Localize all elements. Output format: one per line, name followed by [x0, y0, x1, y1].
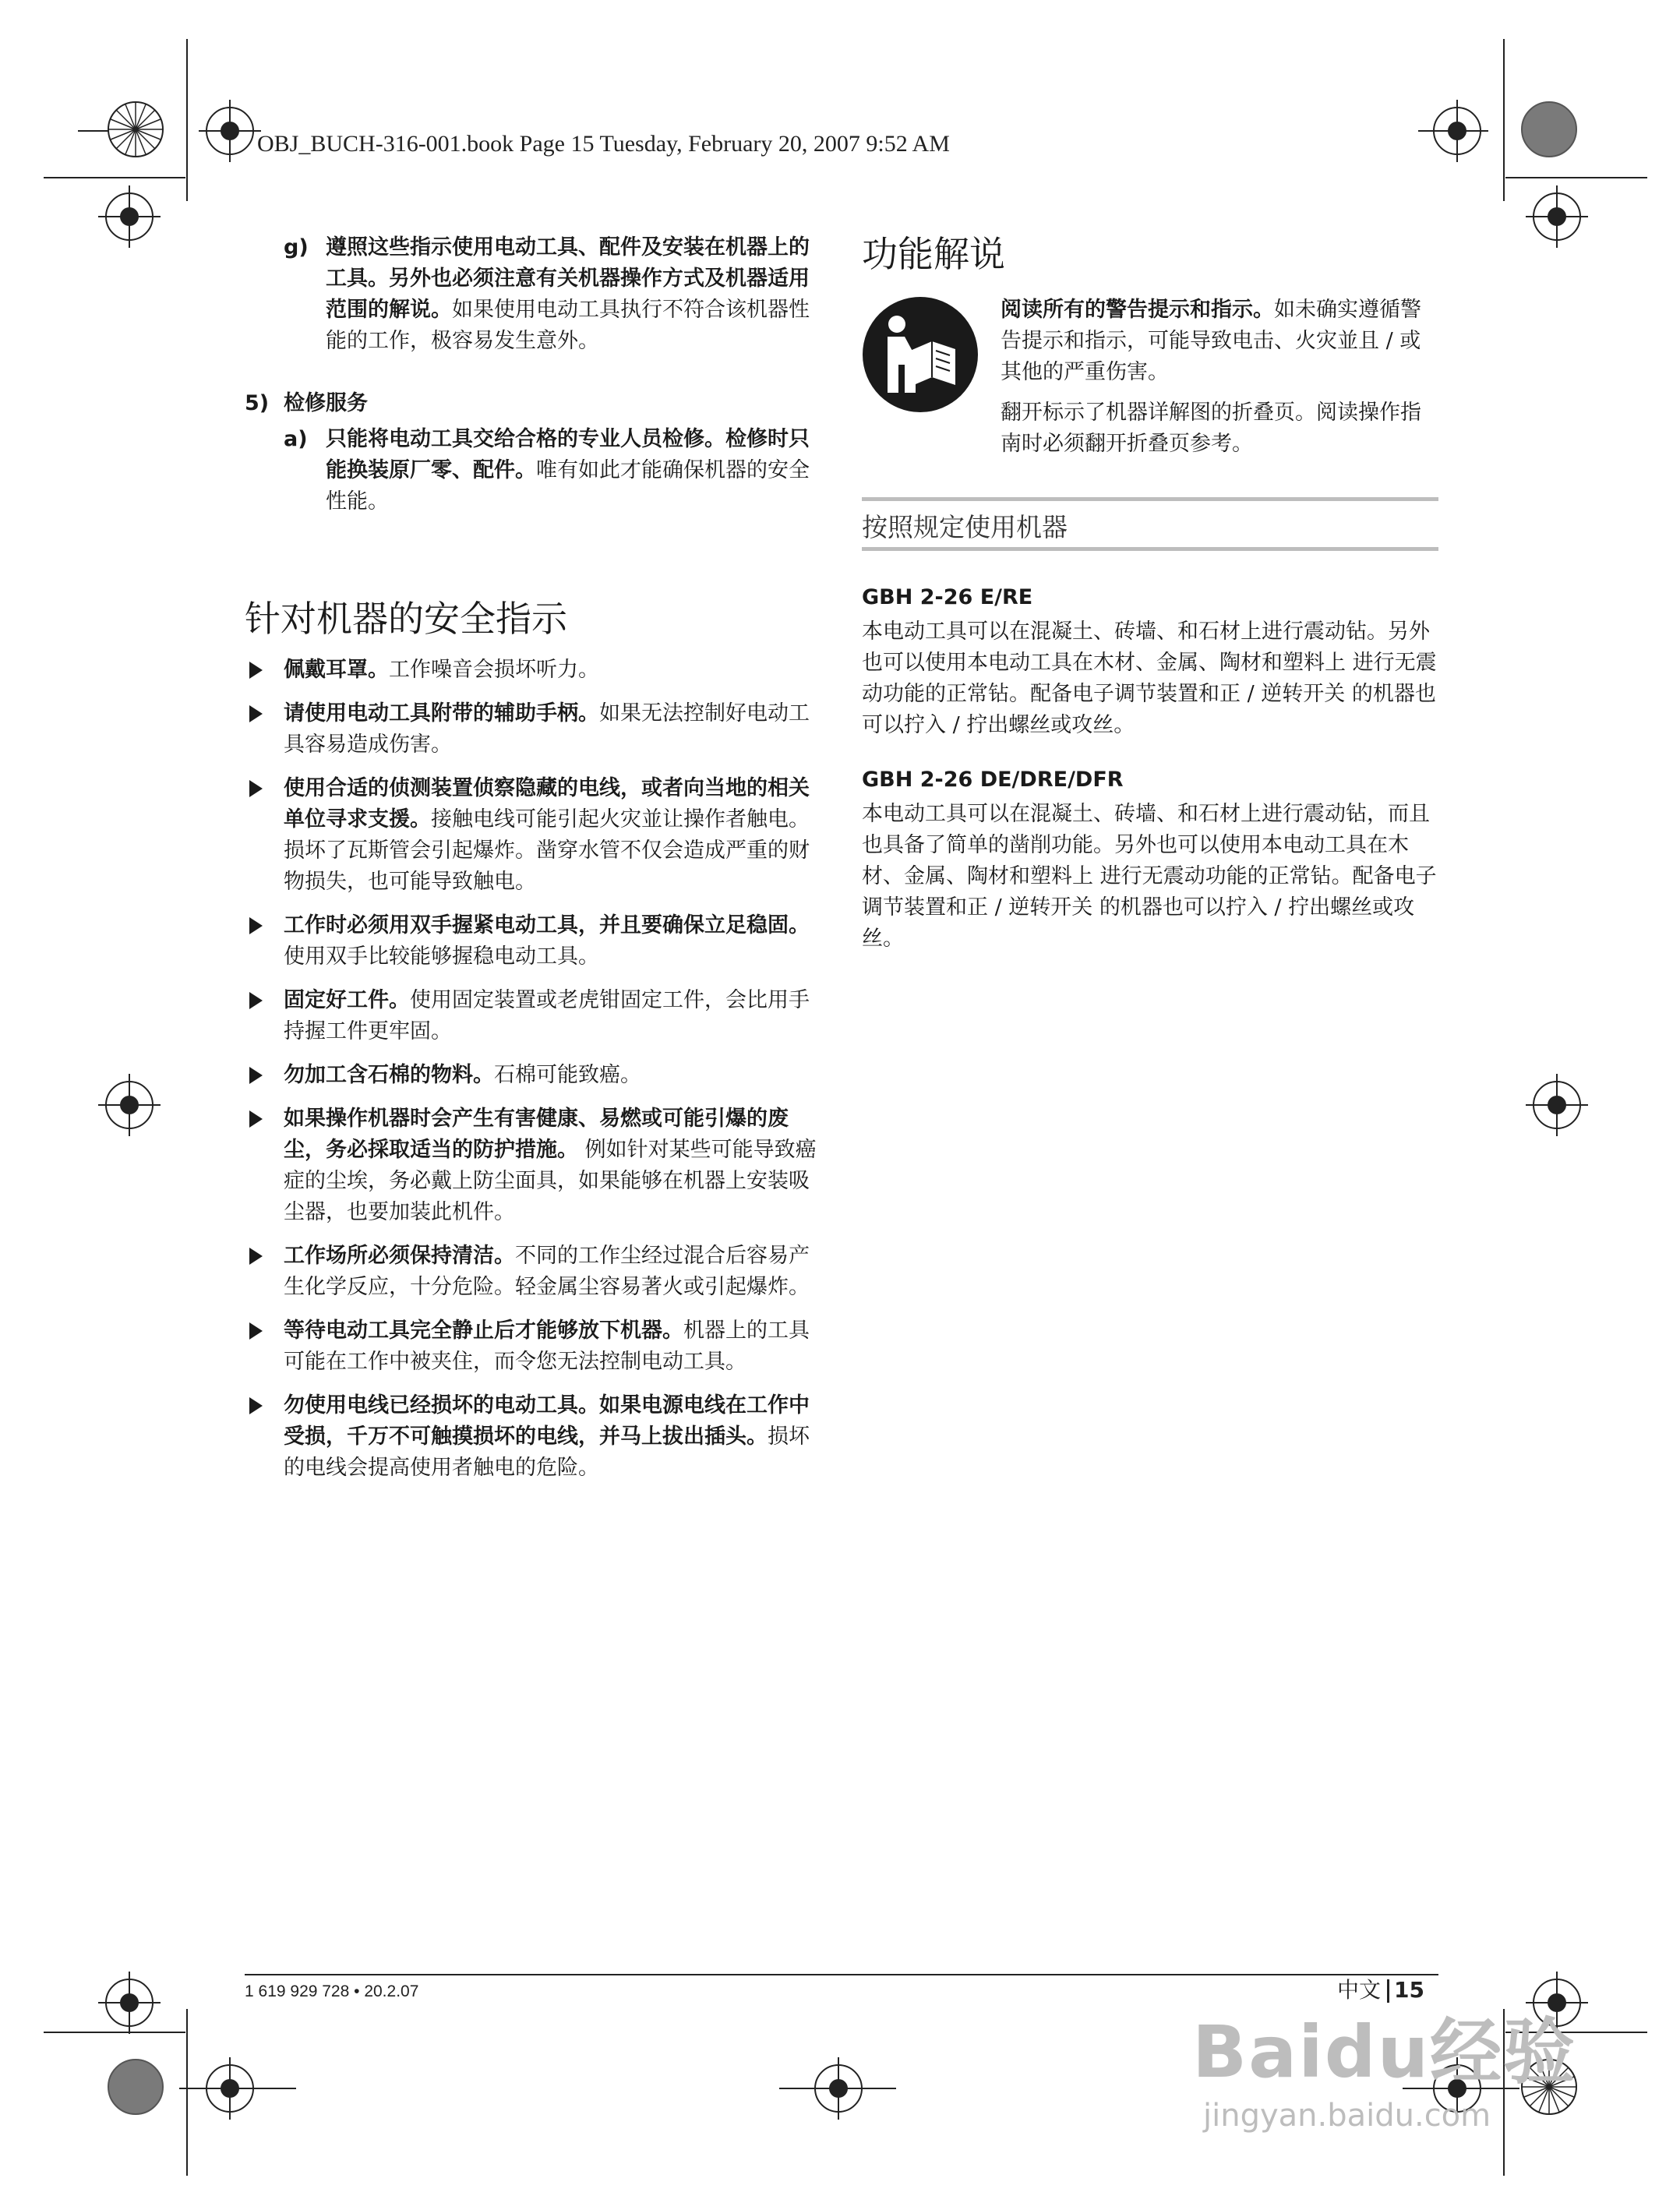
model-description: 本电动工具可以在混凝土、砖墙、和石材上进行震动钻，而且也具备了简单的凿削功能。另外也可以使用本电动工具在木材、金属、陶材和塑料上 进行无震动功能的正常钻。配备电子调节装置和正 / 逆转开关 的机器也可以拧入 / 拧出螺丝或攻丝。	[862, 802, 1437, 951]
safety-bullet-list	[245, 655, 829, 1484]
bullet-text: 工作噪音会损坏听力。	[389, 658, 599, 682]
bullet-bold-text: 如果操作机器时会产生有害健康、易燃或可能引爆的废尘，务必採取适当的防护措施。	[284, 1107, 789, 1162]
function-heading: 功能解说	[862, 233, 1005, 275]
page-number: 15	[1394, 1977, 1424, 2003]
registration-mark-icon	[1426, 100, 1488, 162]
color-wheel-icon	[106, 100, 165, 159]
item-bold-text: 遵照这些指示使用电动工具、配件及安装在机器上的工具。另外也必须注意有关机器操作方式及机器适用范围的解说。	[326, 235, 810, 322]
bullet-triangle-icon	[249, 1322, 263, 1340]
registration-mark-icon	[1526, 185, 1588, 248]
model-section-2	[862, 764, 1438, 955]
item-label: a)	[284, 427, 308, 451]
bullet-item	[245, 1060, 829, 1091]
foldout-note: 翻开标示了机器详解图的折叠页。阅读操作指南时必须翻开折叠页参考。	[1001, 401, 1421, 456]
bullet-bold-text: 工作场所必须保持清洁。	[284, 1244, 515, 1268]
bullet-text: 损坏的电线会提高使用者触电的危险。	[284, 1424, 810, 1480]
item-text: 唯有如此才能确保机器的安全性能。	[326, 458, 810, 514]
bullet-bold-text: 请使用电动工具附带的辅助手柄。	[284, 701, 599, 725]
bullet-triangle-icon	[249, 662, 263, 679]
model-name: GBH 2-26 E/RE	[862, 585, 1033, 609]
model-description: 本电动工具可以在混凝土、砖墙、和石材上进行震动钻。另外也可以使用本电动工具在木材、金属、陶材和塑料上 进行无震动功能的正常钻。配备电子调节装置和正 / 逆转开关 的机器也可以拧入 / 拧出螺丝或攻丝。	[862, 620, 1437, 737]
section-number: 5)	[245, 391, 270, 415]
bullet-triangle-icon	[249, 1397, 263, 1414]
bullet-triangle-icon	[249, 917, 263, 934]
registration-mark-icon	[98, 1972, 161, 2034]
item-text: 如果使用电动工具执行不符合该机器性能的工作，极容易发生意外。	[326, 298, 810, 353]
warning-text	[1001, 295, 1438, 388]
bullet-item	[245, 698, 829, 761]
bullet-triangle-icon	[249, 1110, 263, 1128]
intended-use-heading	[862, 497, 1438, 551]
bullet-text: 不同的工作尘经过混合后容易产生化学反应，十分危险。轻金属尘容易著火或引起爆炸。	[284, 1244, 810, 1299]
watermark-url: jingyan.baidu.com	[1203, 2098, 1491, 2134]
footer-code: 1 619 929 728 • 20.2.07	[245, 1982, 419, 2000]
footer-language: 中文	[1337, 1977, 1382, 2003]
registration-mark-icon	[1526, 1074, 1588, 1136]
read-manual-icon	[862, 296, 979, 413]
list-item-g	[284, 232, 829, 357]
registration-mark-icon	[199, 100, 261, 162]
bullet-item	[245, 1241, 829, 1303]
baidu-watermark	[1192, 1995, 1576, 2134]
right-column	[862, 231, 1438, 955]
bullet-triangle-icon	[249, 992, 263, 1009]
watermark-brand: Baidu经验	[1192, 2011, 1577, 2094]
registration-mark-icon	[98, 1074, 161, 1136]
section-heading-5	[245, 388, 829, 419]
section-title: 检修服务	[284, 391, 368, 415]
model-section-1	[862, 582, 1438, 741]
bullet-item	[245, 985, 829, 1047]
bullet-bold-text: 固定好工件。	[284, 988, 410, 1012]
bullet-item	[245, 1390, 829, 1484]
bullet-bold-text: 佩戴耳罩。	[284, 658, 389, 682]
registration-mark-icon	[807, 2057, 870, 2120]
bullet-text: 接触电线可能引起火灾並让操作者触电。损坏了瓦斯管会引起爆炸。凿穿水管不仅会造成严重的财物损失，也可能导致触电。	[284, 807, 810, 894]
model-name: GBH 2-26 DE/DRE/DFR	[862, 768, 1124, 792]
bullet-bold-text: 使用合适的侦测装置侦察隐藏的电线，或者向当地的相关单位寻求支援。	[284, 776, 810, 831]
safety-heading: 针对机器的安全指示	[245, 598, 567, 640]
warning-bold: 阅读所有的警告提示和指示。	[1001, 298, 1274, 322]
bullet-triangle-icon	[249, 1067, 263, 1084]
bullet-bold-text: 勿加工含石棉的物料。	[284, 1063, 494, 1087]
bullet-bold-text: 工作时必须用双手握紧电动工具，并且要确保立足稳固。	[284, 913, 810, 937]
bullet-triangle-icon	[249, 705, 263, 722]
bullet-triangle-icon	[249, 780, 263, 797]
footer-rule	[245, 1974, 1438, 1975]
intended-use-title: 按照规定使用机器	[862, 512, 1068, 542]
bullet-item	[245, 655, 829, 686]
color-wheel-icon	[1519, 100, 1579, 159]
bullet-text: 使用双手比较能够握稳电动工具。	[284, 944, 599, 969]
left-column	[245, 232, 829, 1496]
bullet-text: 如果无法控制好电动工具容易造成伤害。	[284, 701, 810, 757]
warning-block	[862, 295, 1438, 460]
bullet-triangle-icon	[249, 1248, 263, 1265]
bullet-item	[245, 1315, 829, 1378]
bullet-item	[245, 910, 829, 973]
item-label: g)	[284, 235, 309, 259]
bullet-bold-text: 等待电动工具完全静止后才能够放下机器。	[284, 1319, 683, 1343]
bullet-bold-text: 勿使用电线已经损坏的电动工具。如果电源电线在工作中受损，千万不可触摸损坏的电线，并马上拔出插头。	[284, 1393, 810, 1449]
bullet-text: 例如针对某些可能导致癌症的尘埃，务必戴上防尘面具，如果能够在机器上安装吸尘器，也要加装此机件。	[284, 1138, 817, 1224]
bullet-text: 机器上的工具可能在工作中被夹住，而令您无法控制电动工具。	[284, 1319, 810, 1374]
color-wheel-icon	[106, 2057, 165, 2116]
registration-mark-icon	[199, 2057, 261, 2120]
bullet-text: 使用固定装置或老虎钳固定工件，会比用手持握工件更牢固。	[284, 988, 810, 1043]
bullet-item	[245, 773, 829, 898]
list-item-a	[284, 424, 829, 517]
bullet-text: 石棉可能致癌。	[494, 1063, 641, 1087]
registration-mark-icon	[98, 185, 161, 248]
book-header: OBJ_BUCH-316-001.book Page 15 Tuesday, February 20, 2007 9:52 AM	[257, 131, 950, 157]
bullet-item	[245, 1103, 829, 1228]
warning-body: 如未确实遵循警告提示和指示，可能导致电击、火灾並且 / 或其他的严重伤害。	[1001, 298, 1421, 384]
item-bold-text: 只能将电动工具交给合格的专业人员检修。检修时只能换装原厂零、配件。	[326, 427, 810, 482]
